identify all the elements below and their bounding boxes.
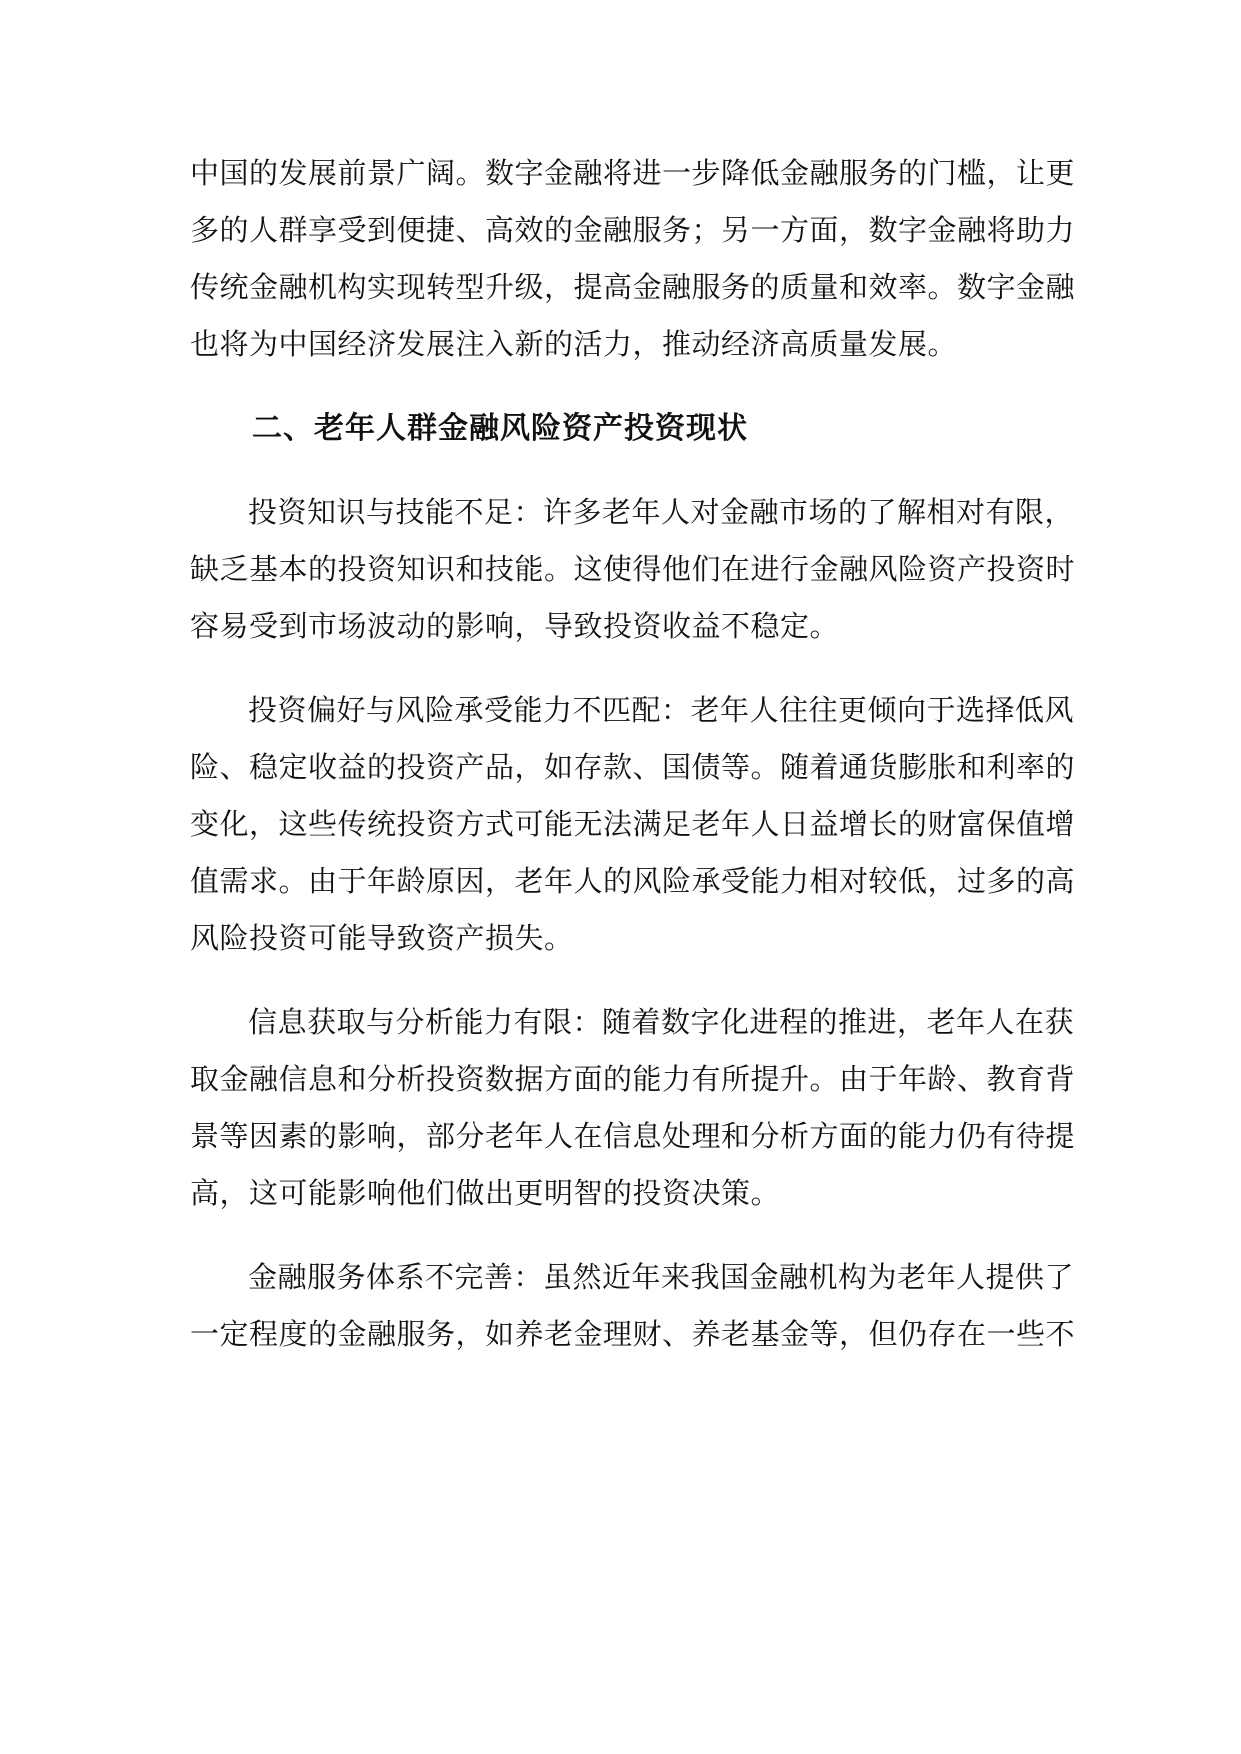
- text-line: 中国的发展前景广阔。数字金融将进一步降低金融服务的门槛，让更: [190, 156, 1076, 190]
- text-line: 投资偏好与风险承受能力不匹配：老年人往往更倾向于选择低风: [248, 693, 1075, 727]
- text-line: 信息获取与分析能力有限：随着数字化进程的推进，老年人在获: [248, 1005, 1075, 1039]
- spacer: [190, 457, 1055, 484]
- text-line: 取金融信息和分析投资数据方面的能力有所提升。由于年龄、教育背: [190, 1062, 1076, 1096]
- text-line: 金融服务体系不完善：虽然近年来我国金融机构为老年人提供了: [248, 1260, 1075, 1294]
- text-line: 一定程度的金融服务，如养老金理财、养老基金等，但仍存在一些不: [190, 1317, 1076, 1351]
- spacer: [190, 373, 1055, 400]
- section-heading: 二、老年人群金融风险资产投资现状: [252, 411, 748, 446]
- text-line: 变化，这些传统投资方式可能无法满足老年人日益增长的财富保值增: [190, 807, 1076, 841]
- text-line: 多的人群享受到便捷、高效的金融服务；另一方面，数字金融将助力: [190, 213, 1076, 247]
- spacer: [190, 1222, 1055, 1249]
- paragraph-information-analysis: [190, 994, 1076, 1222]
- intro-paragraph: [190, 145, 1076, 373]
- paragraph-investment-knowledge: [190, 484, 1076, 655]
- text-line: 投资知识与技能不足：许多老年人对金融市场的了解相对有限，: [248, 495, 1075, 529]
- document-body: [190, 145, 1076, 1363]
- text-line: 景等因素的影响，部分老年人在信息处理和分析方面的能力仍有待提: [190, 1119, 1076, 1153]
- text-line: 风险投资可能导致资产损失。: [190, 921, 574, 955]
- text-line: 容易受到市场波动的影响，导致投资收益不稳定。: [190, 609, 840, 643]
- spacer: [190, 967, 1055, 994]
- text-line: 高，这可能影响他们做出更明智的投资决策。: [190, 1176, 781, 1210]
- text-line: 值需求。由于年龄原因，老年人的风险承受能力相对较低，过多的高: [190, 864, 1076, 898]
- text-line: 传统金融机构实现转型升级，提高金融服务的质量和效率。数字金融: [190, 270, 1076, 304]
- text-line: 缺乏基本的投资知识和技能。这使得他们在进行金融风险资产投资时: [190, 552, 1076, 586]
- text-line: 也将为中国经济发展注入新的活力，推动经济高质量发展。: [190, 327, 958, 361]
- spacer: [190, 655, 1055, 682]
- paragraph-risk-mismatch: [190, 682, 1076, 967]
- paragraph-financial-services: [190, 1249, 1076, 1363]
- text-line: 险、稳定收益的投资产品，如存款、国债等。随着通货膨胀和利率的: [190, 750, 1076, 784]
